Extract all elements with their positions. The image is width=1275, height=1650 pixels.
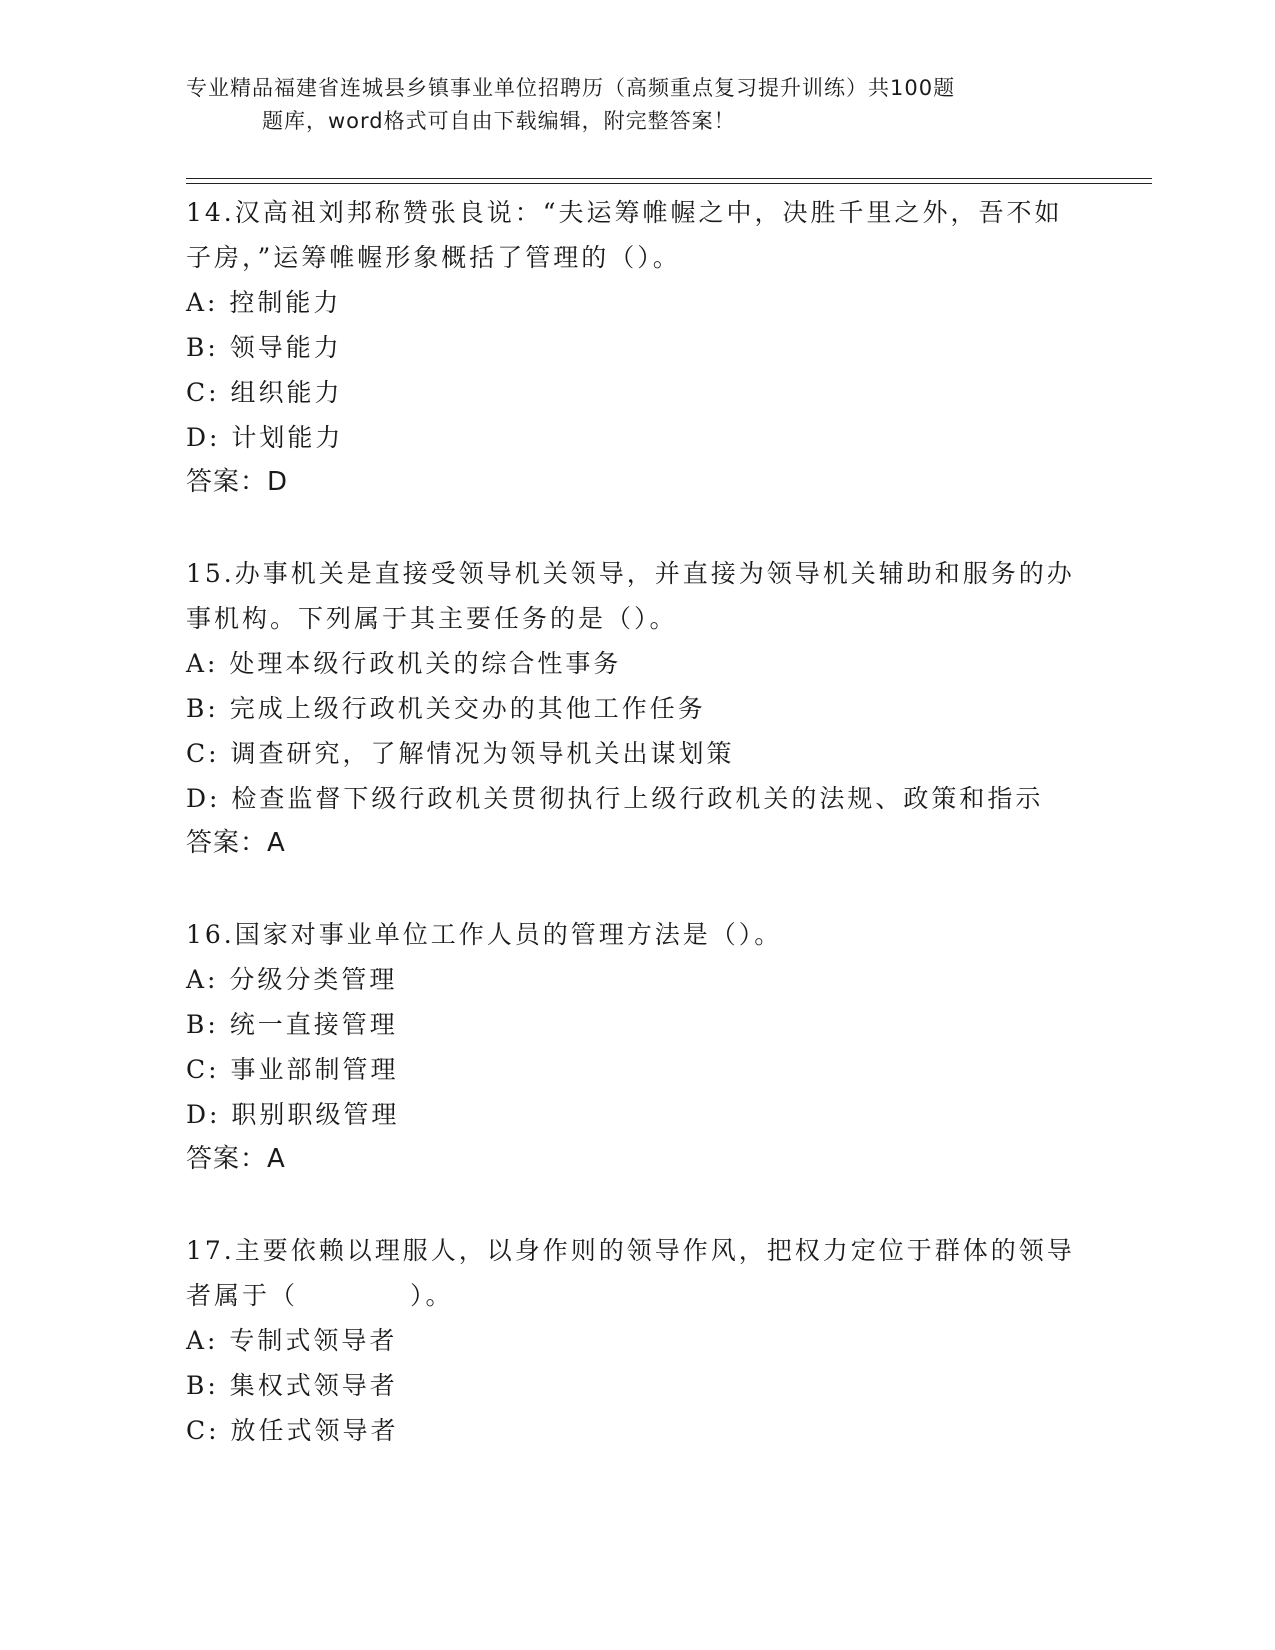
question-text: 14.汉高祖刘邦称赞张良说：“夫运筹帷幄之中，决胜千里之外，吾不如子房，”运筹帷幄形象概括了管理的（）。 (186, 198, 1063, 272)
option-b: B: 统一直接管理 (186, 1010, 398, 1039)
option-a: A: 控制能力 (186, 288, 342, 317)
option-c: C: 放任式领导者 (186, 1416, 399, 1445)
option-d: D: 计划能力 (186, 423, 344, 452)
question-17 (186, 1228, 1086, 1453)
answer: 答案：A (186, 1144, 286, 1174)
document-header (186, 72, 1066, 138)
header-divider-bottom (186, 183, 1152, 184)
option-b: B: 完成上级行政机关交办的其他工作任务 (186, 694, 706, 723)
option-a: A: 分级分类管理 (186, 965, 398, 994)
question-16 (186, 912, 1086, 1182)
header-title-line-2: 题库，word格式可自由下载编辑，附完整答案！ (262, 109, 736, 133)
question-text: 15.办事机关是直接受领导机关领导，并直接为领导机关辅助和服务的办事机构。下列属于其主要任务的是（）。 (186, 559, 1075, 633)
option-d: D: 检查监督下级行政机关贯彻执行上级行政机关的法规、政策和指示 (186, 784, 1044, 813)
option-c: C: 事业部制管理 (186, 1055, 399, 1084)
question-list (186, 190, 1086, 1453)
answer: 答案：D (186, 467, 289, 497)
option-c: C: 调查研究，了解情况为领导机关出谋划策 (186, 739, 735, 768)
question-text: 17.主要依赖以理服人，以身作则的领导作风，把权力定位于群体的领导者属于（ ）。 (186, 1236, 1075, 1310)
header-title-line-1: 专业精品福建省连城县乡镇事业单位招聘历（高频重点复习提升训练）共100题 (186, 76, 956, 100)
question-14 (186, 190, 1086, 505)
option-d: D: 职别职级管理 (186, 1100, 400, 1129)
option-c: C: 组织能力 (186, 378, 343, 407)
option-a: A: 处理本级行政机关的综合性事务 (186, 649, 622, 678)
question-15 (186, 551, 1086, 866)
option-b: B: 集权式领导者 (186, 1371, 398, 1400)
header-divider-top (186, 178, 1152, 179)
answer: 答案：A (186, 828, 286, 858)
option-a: A: 专制式领导者 (186, 1326, 398, 1355)
option-b: B: 领导能力 (186, 333, 342, 362)
question-text: 16.国家对事业单位工作人员的管理方法是（）。 (186, 920, 783, 949)
